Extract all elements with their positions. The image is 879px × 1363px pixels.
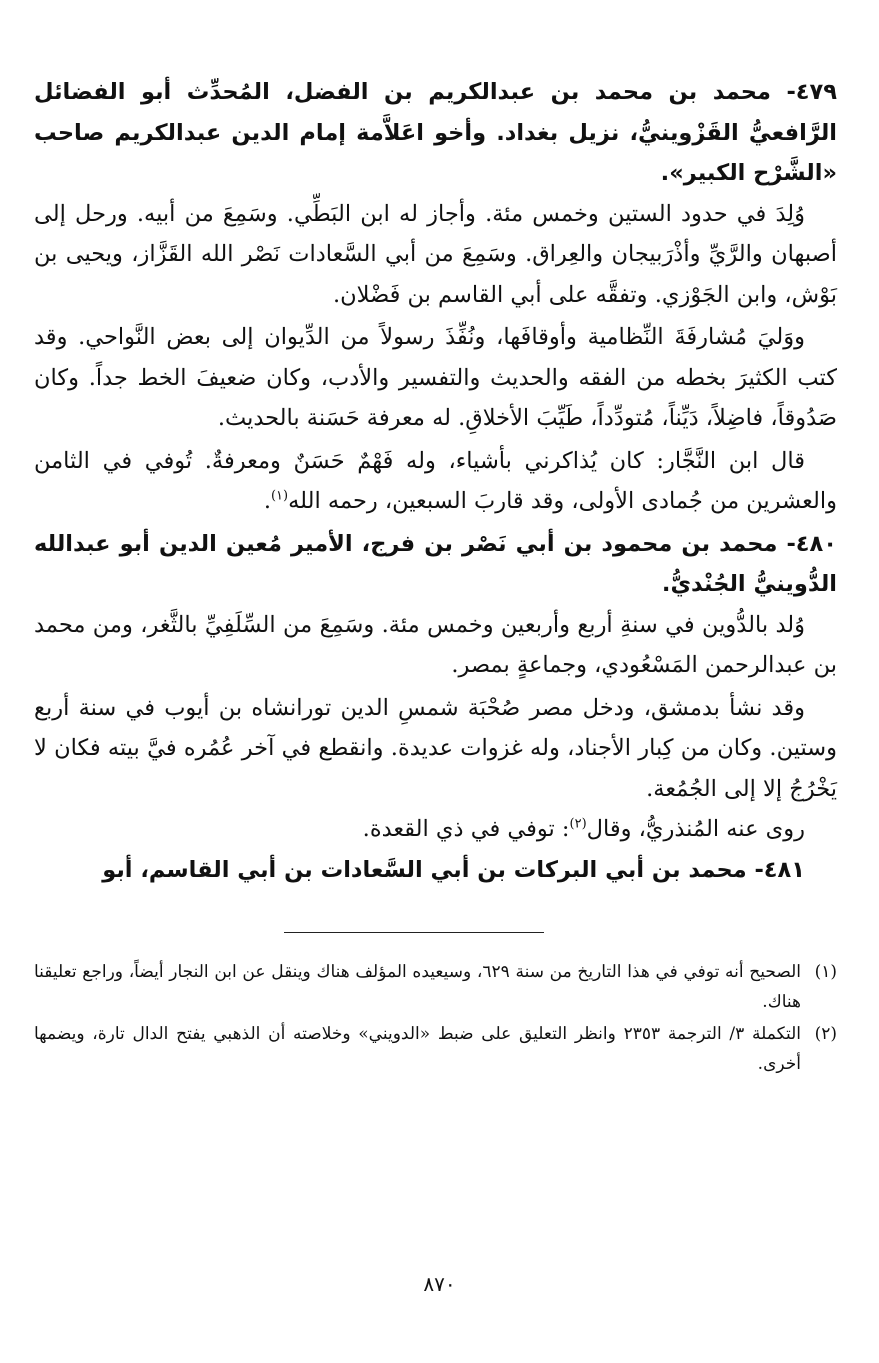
entry-479-paragraph-2: ووَليَ مُشارفَةَ النِّظامية وأوقافَها، ونُفِّذَ رسولاً من الدِّيوان إلى بعض النَّواحي. وقد كتب الكثيرَ بخطه من الفقه والحديث والتفسير والأدب، وكان ضعيفَ الخط جداً. وكان صَدُوقاً، فاضِلاً، دَيِّناً، مُتودِّداً، طَيِّبَ الأخلاقِ. له معرفة حَسَنة بالحديث. [34, 324, 837, 431]
entry-480-paragraph-2: وقد نشأ بدمشق، ودخل مصر صُحْبَة شمسِ الدين تورانشاه بن أيوب في سنة أربع وستين. وكان من كِبار الأجناد، وله غزوات عديدة. وانقطع في آخر عُمُره فيَّ بيته فكان لا يَخْرُجُ إلا إلى الجُمُعة. [34, 694, 837, 802]
footnote-1-number: (١) [814, 962, 837, 982]
footnote-1-text: الصحيح أنه توفي في هذا التاريخ من سنة ٦٢٩، وسيعيده المؤلف هناك وينقل عن ابن النجار أيضاً، وراجع تعليقنا هناك. [34, 962, 801, 1012]
footnote-separator [34, 932, 837, 933]
entry-heading-481: ٤٨١- محمد بن أبي البركات بن أبي السَّعادات بن أبي القاسم، أبو [102, 856, 805, 883]
entry-479-paragraph-1: وُلِدَ في حدود الستين وخمس مئة. وأجاز له ابن البَطِّي. وسَمِعَ من أبيه. ورحل إلى أصبهان والرَّيِّ وأذْرَبيجان والعِراق. وسَمِعَ من أبي السَّعادات نَصْر الله القَزَّاز، ويحيى بن بَوْش، وابن الجَوْزي. وتفقَّه على أبي القاسم بن فَضْلان. [34, 200, 837, 308]
entry-479-paragraph-3-text: قال ابن النَّجَّار: كان يُذاكرني بأشياء، وله فَهْمٌ حَسَنٌ ومعرفةٌ. تُوفي في الثامن والعشرين من جُمادى الأولى، وقد قاربَ السبعين، رحمه الله [34, 447, 837, 514]
entry-heading-479: ٤٧٩- محمد بن محمد بن عبدالكريم بن الفضل، المُحدِّث أبو الفضائل الرَّافعيُّ القَزْوينيُّ، نزيل بغداد. وأخو اعَلاَّمة إمام الدين عبدالكريم صاحب «الشَّرْح الكبير». [34, 79, 837, 186]
footnote-ref-1[interactable]: (١) [270, 488, 289, 504]
entry-heading-480: ٤٨٠- محمد بن محمود بن أبي نَصْر بن فرج، الأمير مُعين الدين أبو عبدالله الدُّوينيُّ الجُنْديُّ. [34, 530, 837, 597]
footnotes [34, 957, 837, 1079]
entry-479-paragraph-3: قال ابن النَّجَّار: كان يُذاكرني بأشياء، وله فَهْمٌ حَسَنٌ ومعرفةٌ. تُوفي في الثامن والعشرين من جُمادى الأولى، وقد قاربَ السبعين، رحمه الله$^{(١)}$. [34, 447, 837, 514]
footnote-ref-2[interactable]: (٢) [569, 816, 587, 832]
footnote-2 [34, 1019, 837, 1079]
footnote-2-text: التكملة ٣/ الترجمة ٢٣٥٣ وانظر التعليق على ضبط «الدويني» وخلاصته أن الذهبي يفتح الدال تارة، ويضمها أخرى. [34, 1024, 801, 1074]
entry-480-paragraph-1: وُلد بالدُّوين في سنةِ أربع وأربعين وخمس مئة. وسَمِعَ من السِّلَفِيِّ بالثَّغر، ومن محمد بن عبدالرحمن المَسْعُودي، وجماعةٍ بمصر. [34, 611, 837, 678]
entry-480-paragraph-3-text: روى عنه المُنذريُّ، وقال [586, 816, 805, 842]
entry-480-paragraph-3 [34, 809, 837, 850]
page-number: ٨٧٠ [423, 1272, 456, 1296]
footnote-1 [34, 957, 837, 1017]
footnote-2-number: (٢) [814, 1024, 837, 1044]
footnote-rule [284, 932, 544, 933]
entry-480-paragraph-3-tail: : توفي في ذي القعدة. [362, 816, 570, 842]
main-text [34, 72, 837, 890]
